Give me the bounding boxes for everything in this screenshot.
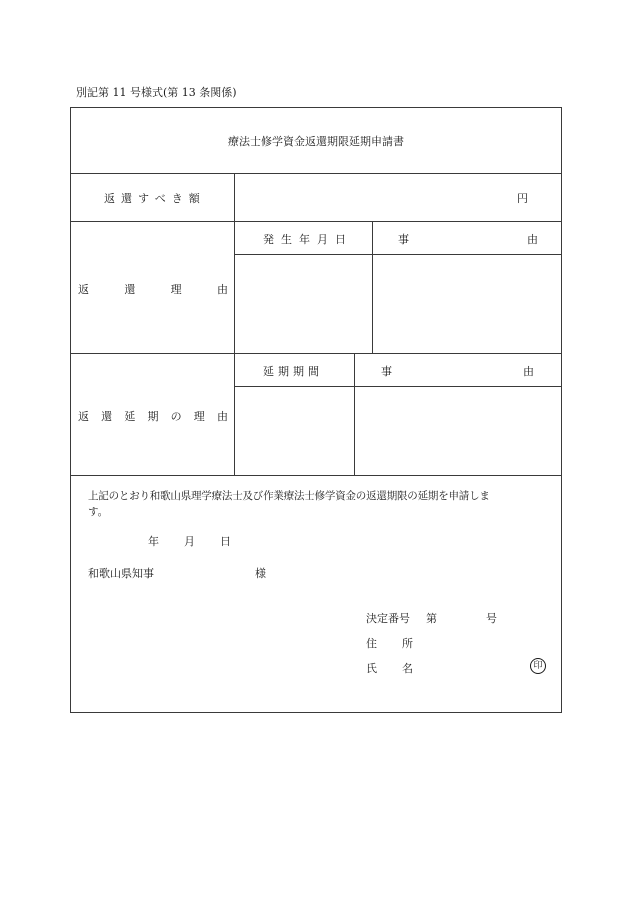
extension-reason-input-area[interactable] <box>356 388 560 474</box>
extension-reason-label: 返 還 延 期 の 理 由 <box>78 410 228 423</box>
reason-header-right: 由 <box>527 233 538 246</box>
amount-label: 返還すべき額 <box>104 192 206 205</box>
name-field[interactable] <box>420 656 525 674</box>
extension-reason-header-left: 事 <box>381 365 392 378</box>
name-label-a: 氏 <box>366 662 377 675</box>
addressee-honorific: 様 <box>255 567 266 580</box>
decision-number-suffix: 号 <box>486 612 497 625</box>
extension-reason-header-right: 由 <box>523 365 534 378</box>
return-reason-label: 返 還 理 由 <box>78 283 228 296</box>
address-label-b: 所 <box>402 637 413 650</box>
address-field[interactable] <box>420 631 550 649</box>
name-label-b: 名 <box>402 662 413 675</box>
decision-number-prefix: 第 <box>426 612 437 625</box>
form-number: 別記第 11 号様式(第 13 条関係) <box>76 86 237 99</box>
statement-line-2: す。 <box>88 506 109 518</box>
form-title: 療法士修学資金返還期限延期申請書 <box>228 135 404 148</box>
amount-input-area[interactable] <box>236 175 506 219</box>
return-reason-input-area[interactable] <box>374 256 560 352</box>
decision-number-field[interactable] <box>440 606 482 624</box>
extension-period-input-area[interactable] <box>236 388 353 474</box>
statement-line-1: 上記のとおり和歌山県理学療法士及び作業療法士修学資金の返還期限の延期を申請しま <box>88 490 490 502</box>
occurrence-date-input-area[interactable] <box>236 256 371 352</box>
addressee-name: 和歌山県知事 <box>88 567 154 580</box>
occurrence-date-header: 発生年月日 <box>263 233 353 246</box>
reason-header-left: 事 <box>398 233 409 246</box>
currency-unit: 円 <box>517 192 528 205</box>
address-label-a: 住 <box>366 637 377 650</box>
seal-icon: 印 <box>530 658 546 674</box>
decision-number-label: 決定番号 <box>366 612 410 625</box>
extension-period-header: 延期期間 <box>263 365 323 378</box>
